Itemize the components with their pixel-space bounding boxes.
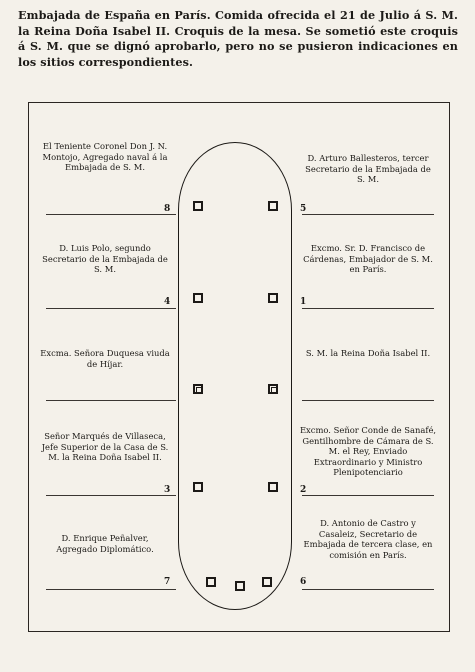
seat-6-line [302,589,434,590]
seat-5-name: D. Arturo Ballesteros, tercer Secretario de la Embajada de S. M. [305,153,431,185]
seat-2-number: 2 [300,485,307,495]
seat-3-chair [193,482,203,492]
seat-1-line [302,308,434,309]
seat-6-number: 6 [300,577,307,587]
seat-4-number: 4 [164,297,171,307]
seat-7-line [46,589,176,590]
seat-queen-chair [268,384,278,394]
seat-duchess-name: Excma. Señora Duquesa viuda de Híjar. [40,348,170,369]
seat-6-chair [262,577,272,587]
seat-1-name: Excmo. Sr. D. Francisco de Cárdenas, Embajador de S. M. en París. [303,243,433,275]
seat-1-chair [268,293,278,303]
seat-4-name: D. Luis Polo, segundo Secretario de la Embajada de S. M. [42,243,168,275]
seat-2-name: Excmo. Señor Conde de Sanafé, Gentilhombre de Cámara de S. M. el Rey, Enviado Extraordinario y Ministro Plenipotenciario [299,425,437,478]
seat-7-chair [206,577,216,587]
seat-5-number: 5 [300,204,307,214]
seat-8-number: 8 [164,204,171,214]
seat-8-chair [193,201,203,211]
seat-2-chair [268,482,278,492]
seat-4-chair [193,293,203,303]
seat-5-line [302,214,434,215]
seat-4-line [46,308,176,309]
seat-queen-line [302,400,434,401]
seat-queen-name: S. M. la Reina Doña Isabel II. [305,348,431,358]
seat-3-name: Señor Marqués de Villaseca, Jefe Superior de la Casa de S. M. la Reina Doña Isabel II. [41,431,169,463]
seat-duchess-line [46,400,176,401]
seat-5-chair [268,201,278,211]
seat-6-name: D. Antonio de Castro y Casaleiz, Secretario de Embajada de tercera clase, en comisión en París. [303,518,433,560]
seat-8-name: El Teniente Coronel Don J. N. Montojo, Agregado naval á la Embajada de S. M. [42,141,168,173]
header-paragraph: Embajada de España en París. Comida ofrecida el 21 de Julio á S. M. la Reina Doña Isabel II. Croquis de la mesa. Se sometió este croquis á S. M. que se dignó aprobarlo, pero no se pusieron indicaciones en los sitios correspondientes. [18,8,458,69]
seat-8-line [46,214,176,215]
dining-table [178,142,292,610]
seat-3-number: 3 [164,485,171,495]
seat-duchess-chair [193,384,203,394]
seat-1-number: 1 [300,297,307,307]
seat-7-number: 7 [164,577,171,587]
seat-head-chair [235,581,245,591]
seat-7-name: D. Enrique Peñalver, Agregado Diplomático. [56,533,154,554]
seat-3-line [46,495,176,496]
seat-2-line [302,495,434,496]
